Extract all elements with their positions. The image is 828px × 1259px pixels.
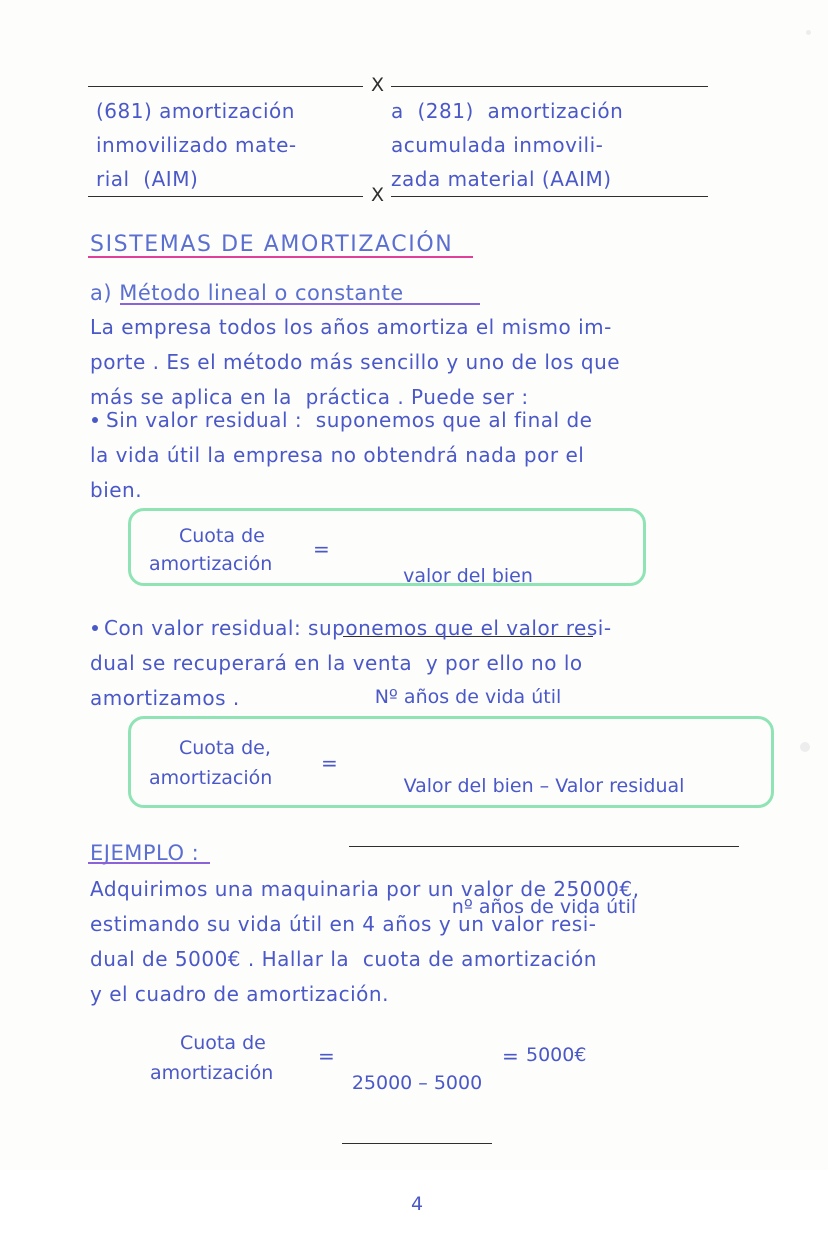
bullet-marker xyxy=(92,625,98,631)
entry-debit-line: inmovilizado mate- xyxy=(96,133,297,157)
formula1-equals: = xyxy=(313,537,330,561)
intro-line: más se aplica en la práctica . Puede ser : xyxy=(90,385,529,409)
page-edge-mark xyxy=(806,30,811,35)
formula2-label-line2: amortización xyxy=(149,767,273,789)
result-numerator: 25000 – 5000 xyxy=(351,1072,483,1094)
entry-top-right-rule xyxy=(391,86,708,87)
bullet1-line: la vida útil la empresa no obtendrá nada por el xyxy=(90,443,585,467)
entry-bottom-left-rule xyxy=(88,196,363,197)
formula2-equals: = xyxy=(321,751,338,775)
page-title-underline xyxy=(88,256,473,258)
formula1-label-line2: amortización xyxy=(149,553,273,575)
result-label-line1: Cuota de xyxy=(180,1032,266,1054)
section-heading-a-underline xyxy=(120,303,480,305)
example-heading: EJEMPLO : xyxy=(90,841,200,865)
formula2-fraction-bar xyxy=(349,846,739,847)
result-label-line2: amortización xyxy=(150,1062,274,1084)
entry-bottom-right-rule xyxy=(391,196,708,197)
result-equals-1: = xyxy=(318,1044,335,1068)
entry-x-mark-bottom: X xyxy=(371,184,385,206)
formula2-numerator: Valor del bien – Valor residual xyxy=(403,775,685,797)
intro-line: La empresa todos los años amortiza el mismo im- xyxy=(90,315,612,339)
result-fraction xyxy=(342,1028,492,1259)
entry-debit-column xyxy=(96,94,297,196)
result-equals-2: = xyxy=(502,1044,519,1068)
entry-credit-line: zada material (AAIM) xyxy=(391,167,612,191)
formula1-numerator: valor del bien xyxy=(403,565,533,587)
formula2-denominator: nº años de vida útil xyxy=(451,896,637,918)
entry-top-left-rule xyxy=(88,86,363,87)
entry-debit-line: rial (AIM) xyxy=(96,167,199,191)
journal-entry-block xyxy=(88,74,708,206)
entry-x-mark-top: X xyxy=(371,74,385,96)
result-value: 5000€ xyxy=(526,1044,587,1066)
formula1-denominator: Nº años de vida útil xyxy=(374,686,562,708)
intro-line: porte . Es el método más sencillo y uno de los que xyxy=(90,350,621,374)
section-heading-a: a) Método lineal o constante xyxy=(90,281,404,305)
entry-credit-line: a (281) amortización xyxy=(391,99,624,123)
example-heading-underline xyxy=(88,862,210,864)
bullet1-line: Sin valor residual : suponemos que al final de xyxy=(106,408,593,432)
result-denominator: 4 xyxy=(410,1193,424,1215)
formula2-label-line1: Cuota de, xyxy=(179,737,271,759)
example-line: y el cuadro de amortización. xyxy=(90,982,389,1006)
entry-debit-line: (681) amortización xyxy=(96,99,295,123)
bullet-marker xyxy=(92,417,98,423)
page-edge-mark xyxy=(800,742,810,752)
example-line: estimando su vida útil en 4 años y un valor resi- xyxy=(90,912,597,936)
example-line: Adquirimos una maquinaria por un valor de 25000€, xyxy=(90,877,640,901)
bullet2-line: amortizamos . xyxy=(90,686,240,710)
formula1-label-line1: Cuota de xyxy=(179,525,265,547)
bullet1-line: bien. xyxy=(90,478,143,502)
bullet2-line: dual se recuperará en la venta y por ello no lo xyxy=(90,651,583,675)
entry-credit-line: acumulada inmovili- xyxy=(391,133,604,157)
bullet2-line: Con valor residual: suponemos que el valor resi- xyxy=(104,616,612,640)
example-line: dual de 5000€ . Hallar la cuota de amortización xyxy=(90,947,597,971)
entry-credit-column xyxy=(391,94,623,196)
page-title: SISTEMAS DE AMORTIZACIÓN xyxy=(90,232,454,257)
result-fraction-bar xyxy=(342,1143,492,1144)
